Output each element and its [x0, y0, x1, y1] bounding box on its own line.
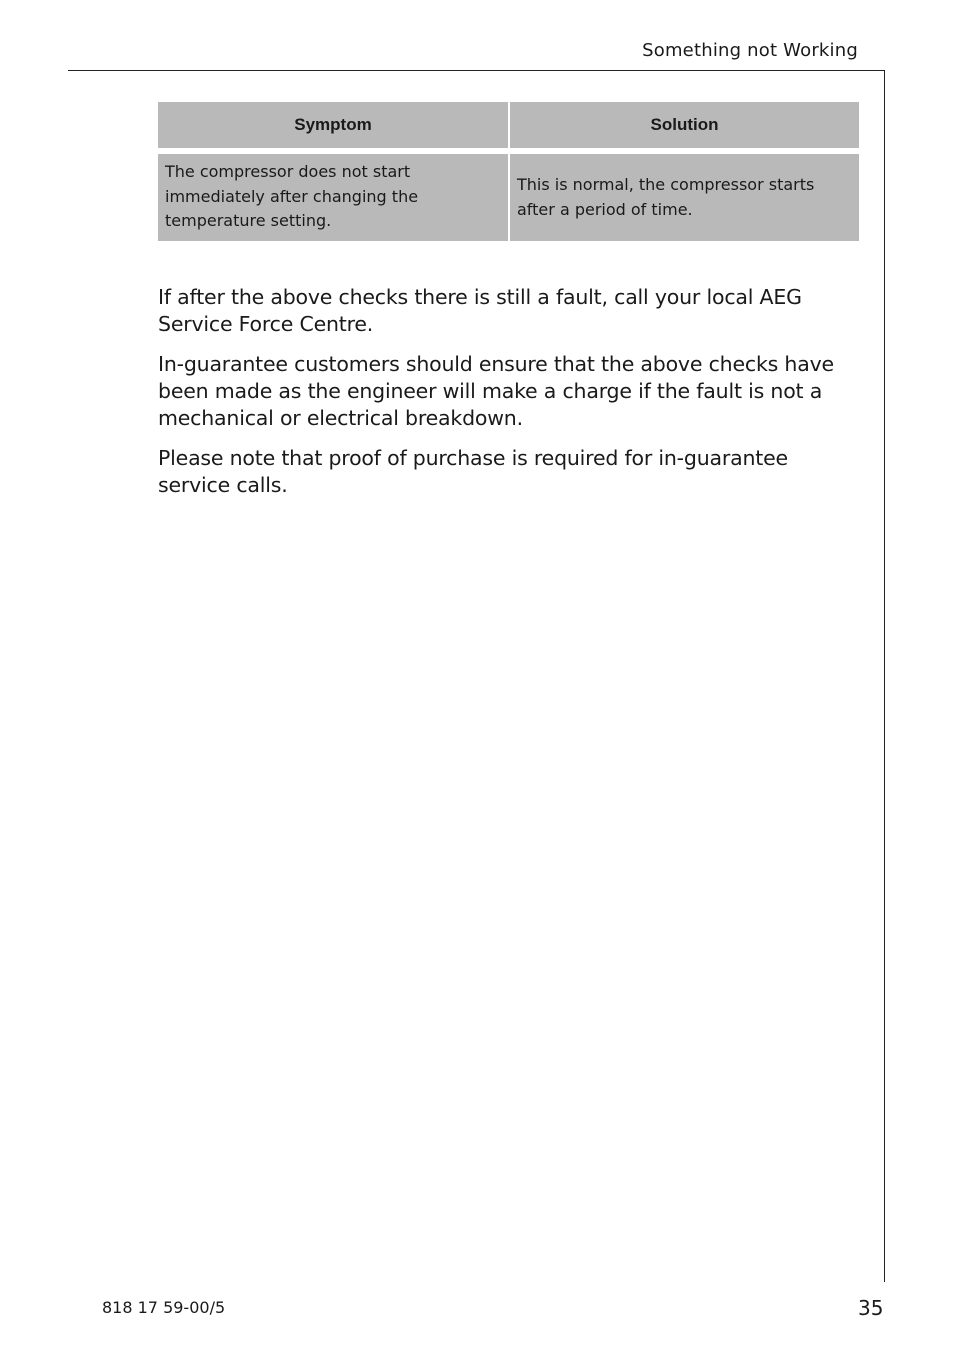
page-number: 35 — [858, 1296, 884, 1320]
symptom-solution-table — [158, 102, 859, 241]
body-text — [158, 284, 860, 512]
column-header-solution: Solution — [510, 102, 859, 148]
table-header-row — [158, 102, 859, 148]
symptom-cell: The compressor does not start immediately after changing the temperature setting. — [158, 154, 508, 241]
page-header-title: Something not Working — [642, 40, 858, 61]
side-rule — [884, 70, 885, 1282]
paragraph-guarantee-checks: In-guarantee customers should ensure that the above checks have been made as the engineer will make a charge if the fault is not a mechanical or electrical breakdown. — [158, 352, 834, 430]
paragraph-service-centre: If after the above checks there is still a fault, call your local AEG Service Force Centre. — [158, 285, 802, 336]
solution-cell — [510, 154, 859, 241]
document-code: 818 17 59-00/5 — [102, 1298, 226, 1317]
column-header-symptom: Symptom — [158, 102, 508, 148]
table-row — [158, 154, 859, 241]
solution-text: This is normal, the compressor starts after a period of time. — [517, 175, 815, 219]
header-rule — [68, 70, 885, 71]
paragraph-proof-of-purchase: Please note that proof of purchase is required for in-guarantee service calls. — [158, 446, 788, 497]
